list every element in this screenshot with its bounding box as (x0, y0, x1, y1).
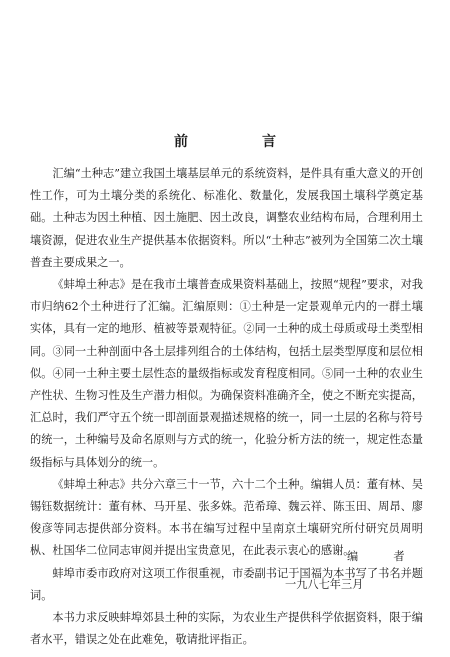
signature-date: 一九八七年三月 (285, 578, 364, 591)
page-title: 前 言 (174, 134, 306, 150)
body-text (30, 163, 423, 651)
paragraph-5: 本书力求反映蚌埠郊县土种的实际，为农业生产提供科学依据资料，限于编者水平，错误之处在此难免，敬请批评指正。 (30, 611, 423, 647)
paragraph-3: 《蚌埠土种志》共分六章三十一节，六十二个土种。编辑人员：董有林、吴锡钰数据统计：董有林、马开星、张多姝。范希璋、魏云祥、陈玉田、周昂、廖俊彦等同志提供部分资料。本书在编写过程中呈南京土壤研究所付研究员周明枞、杜国华二位同志审阅并提出宝贵意见，在此表示衷心的感谢。 (30, 477, 423, 558)
paragraph-2: 《蚌埠土种志》是在我市土壤普查成果资料基础上，按照“规程”要求，对我市归纳62个土种进行了汇编。汇编原则：①土种是一定景观单元内的一群土壤实体，具有一定的地形、植被等景观特征。②同一土种的成土母质或母土类型相同。③同一土种剖面中各土层排列组合的土体结构，包括土层类型厚度和层位相似。④同一土种主要土层性态的量级指标或发育程度相同。⑤同一土种的农业生产性状、生物习性及生产潜力相似。为确保资料准确齐全，使之不断充实提高，汇总时，我们严守五个统一即剖面景观描述规格的统一，同一土层的名称与符号的统一，土种编号及命名原则与方式的统一，化验分析方法的统一，规定性态量级指标与具体划分的统一。 (30, 278, 423, 469)
signer: 编 者 (347, 550, 417, 563)
paragraph-1: 汇编“土种志”建立我国土壤基层单元的系统资料，是件具有重大意义的开创性工作，可为土壤分类的系统化、标准化、数量化，发展我国土壤科学奠定基础。土种志为因土种植、因土施肥、因土改良，调整农业结构布局，合理利用土壤资源，促进农业生产提供基本依据资料。所以“土种志”被列为全国第二次土壤普查主要成果之一。 (30, 167, 423, 269)
paragraph-4: 蚌埠市委市政府对这项工作很重视，市委副书记于国福为本书写了书名并题词。 (30, 566, 423, 602)
